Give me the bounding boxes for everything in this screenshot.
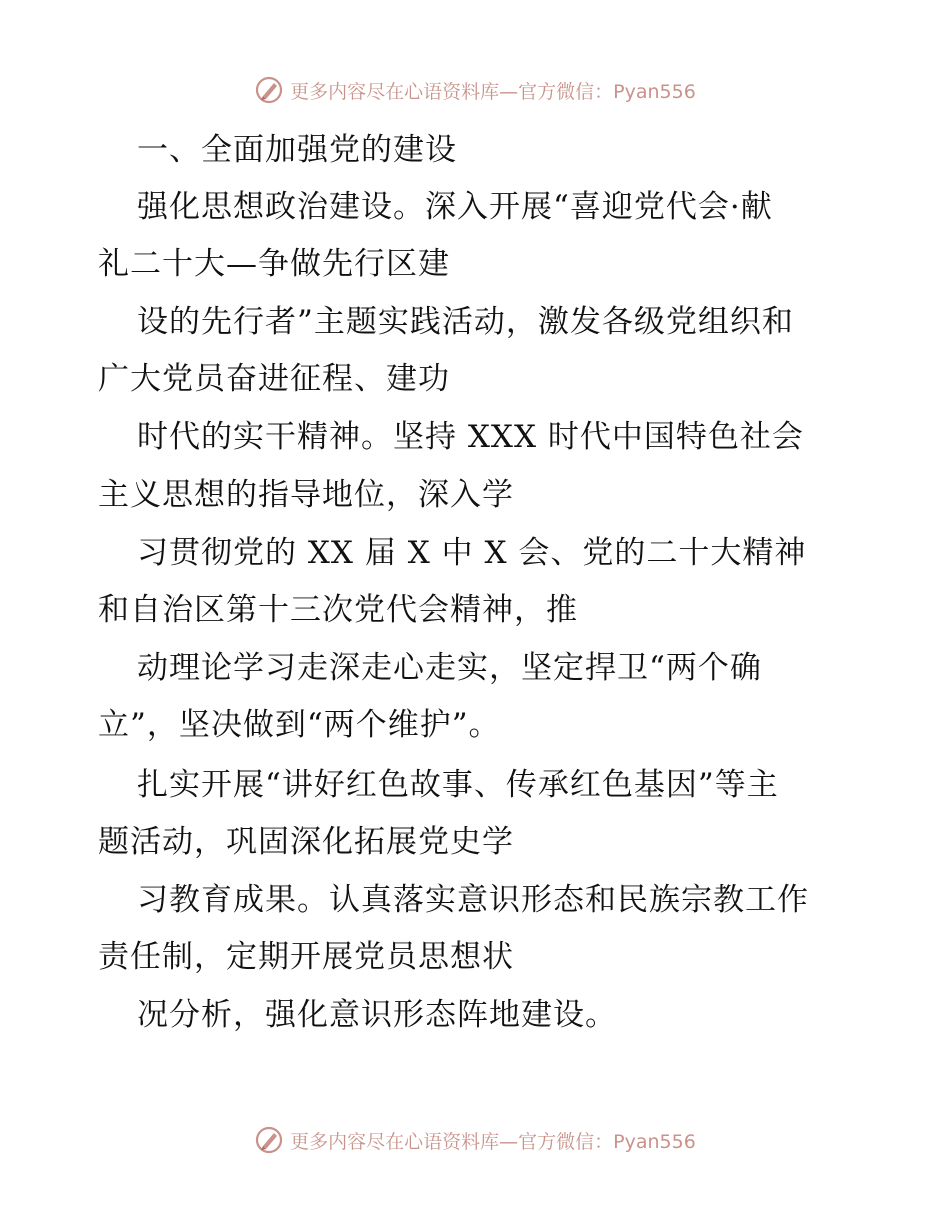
header-banner-text: 更多内容尽在心语资料库—官方微信：Pyan556 <box>290 80 696 103</box>
paragraph-line: 习教育成果。认真落实意识形态和民族宗教工作 <box>137 882 809 918</box>
paragraph-line: 广大党员奋进征程、建功 <box>98 361 450 397</box>
paragraph-line: 礼二十大—争做先行区建 <box>98 246 450 282</box>
paragraph-line: 扎实开展“讲好红色故事、传承红色基因”等主 <box>137 767 779 803</box>
paragraph-line: 时代的实干精神。坚持 XXX 时代中国特色社会 <box>137 419 804 455</box>
paragraph-line: 强化思想政治建设。深入开展“喜迎党代会·献 <box>137 189 773 225</box>
paragraph-line: 和自治区第十三次党代会精神，推 <box>98 592 578 628</box>
paragraph-line: 责任制，定期开展党员思想状 <box>98 939 514 975</box>
paragraph-line: 设的先行者”主题实践活动，激发各级党组织和 <box>137 304 794 340</box>
pen-logo-icon <box>254 1125 284 1155</box>
paragraph-line: 主义思想的指导地位，深入学 <box>98 477 514 513</box>
paragraph-line: 况分析，强化意识形态阵地建设。 <box>137 997 617 1033</box>
paragraph-line: 动理论学习走深走心走实，坚定捍卫“两个确 <box>137 650 762 686</box>
paragraph-line: 立”，坚决做到“两个维护”。 <box>98 707 501 743</box>
pen-logo-icon <box>254 75 284 105</box>
paragraph-line: 习贯彻党的 XX 届 X 中 X 会、党的二十大精神 <box>137 535 807 571</box>
paragraph-line: 题活动，巩固深化拓展党史学 <box>98 824 514 860</box>
footer-banner-text: 更多内容尽在心语资料库—官方微信：Pyan556 <box>290 1130 696 1153</box>
section-heading: 一、全面加强党的建设 <box>137 132 457 168</box>
header-banner <box>0 70 950 110</box>
footer-banner <box>0 1120 950 1160</box>
